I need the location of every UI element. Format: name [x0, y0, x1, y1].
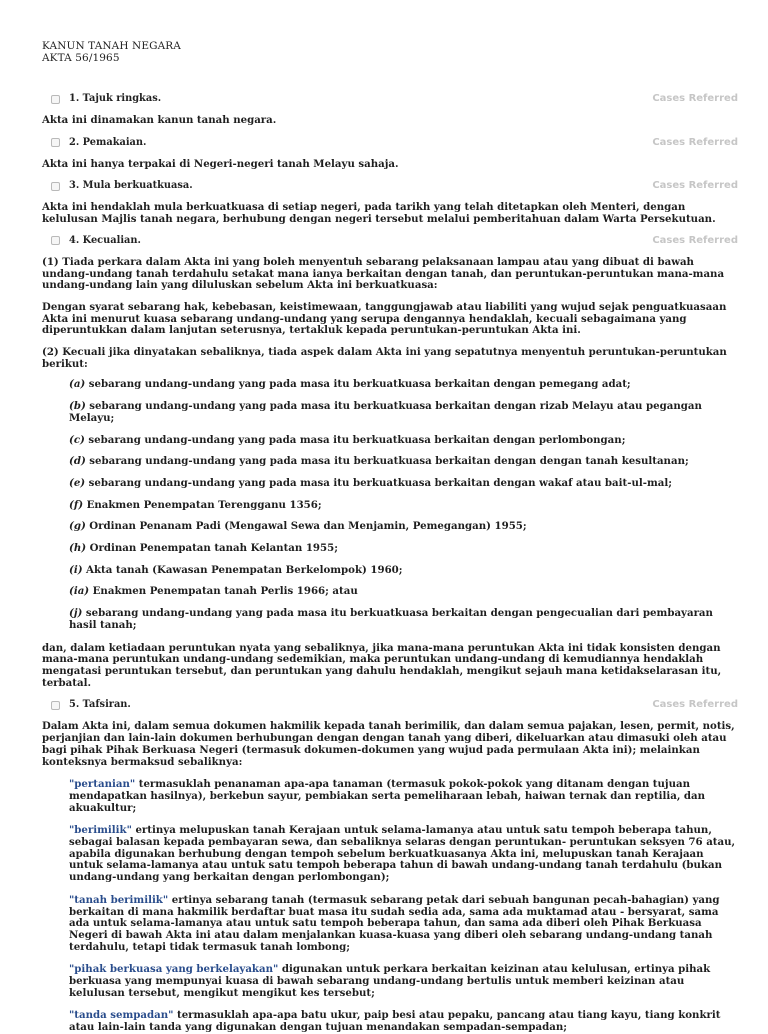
- definitions-list: [42, 779, 740, 1034]
- list-item: (b) sebarang undang-undang yang pada masa itu berkuatkuasa berkaitan dengan rizab Melayu atau pegangan Melayu;: [69, 400, 702, 424]
- exception-list: [42, 379, 740, 631]
- list-item: (j) sebarang undang-undang yang pada masa itu berkuatkuasa berkaitan dengan pengecualian dari pembayaran hasil tanah;: [69, 607, 713, 631]
- document-header: [42, 40, 740, 64]
- section-2-checkbox[interactable]: [51, 138, 60, 147]
- definition-term: "pihak berkuasa yang berkelayakan": [69, 963, 279, 976]
- section-5-cases-link[interactable]: Cases Referred: [652, 699, 738, 711]
- definition-term: "tanah berimilik": [69, 893, 169, 906]
- section-3-title: 3. Mula berkuatkuasa.: [69, 180, 193, 192]
- list-item: (f) Enakmen Penempatan Terengganu 1356;: [69, 498, 322, 511]
- section-2-text: Akta ini hanya terpakai di Negeri-negeri tanah Melayu sahaja.: [42, 157, 399, 170]
- section-2-title: 2. Pemakaian.: [69, 136, 147, 148]
- list-item: (i) Akta tanah (Kawasan Penempatan Berkelompok) 1960;: [69, 563, 403, 576]
- definition-item: "berimilik" ertinya melupuskan tanah Kerajaan untuk selama-lamanya atau untuk satu tempoh beberapa tahun, sebagai balasan kepada pembayaran sewa, dan sebaliknya selaras dengan peruntukan- peruntukan seksyen 76 atau, apabila digunakan berhubung dengan tempoh sebelum berkuatkuasanya Akta ini, melupuskan tanah Kerajaan untuk selama-lamanya atau untuk satu tempoh beberapa tahun di bawah undang-undang tanah terdahulu (bukan undang-undang yang berkaitan dengan perlombongan);: [69, 824, 736, 884]
- section-4-title: 4. Kecualian.: [69, 234, 141, 246]
- list-item: (h) Ordinan Penempatan tanah Kelantan 1955;: [69, 542, 338, 555]
- definition-item: "tanah berimilik" ertinya sebarang tanah (termasuk sebarang petak dari sebuah bangunan pecah-bahagian) yang berkaitan di mana hakmilik berdaftar buat masa itu sudah sedia ada, sama ada muktamad atau - bersyarat, sama ada untuk selama-lamanya atau untuk satu tempoh beberapa tahun, dan sama ada diberi oleh Pihak Berkuasa Negeri di bawah Akta ini atau dalam menjalankan kuasa-kuasa yang diberi oleh sebarang undang-undang tanah terdahulu, tetapi tidak termasuk tanah lombong;: [69, 893, 720, 953]
- act-name: KANUN TANAH NEGARA: [42, 40, 181, 52]
- section-1-text: Akta ini dinamakan kanun tanah negara.: [42, 114, 277, 126]
- act-number: AKTA 56/1965: [42, 52, 120, 64]
- section-3-text: Akta ini hendaklah mula berkuatkuasa di setiap negeri, pada tarikh yang telah ditetapkan oleh Menteri, dengan kelulusan Majlis tanah negara, berhubung dengan negeri tersebut melalui pemberitahuan dalam Warta Persekutuan.: [42, 201, 716, 226]
- section-2-cases-link[interactable]: Cases Referred: [652, 136, 738, 148]
- section-4-para-4: dan, dalam ketiadaan peruntukan nyata yang sebaliknya, jika mana-mana peruntukan Akta ini tidak konsisten dengan mana-mana peruntukan undang-undang sedemikian, maka peruntukan undang-undang di kemudiannya hendaklah mengatasi peruntukan tersebut, dan peruntukan yang dahulu hendaklah, mengikut sejauh mana ketidakselarasan itu, terbatal.: [42, 641, 722, 689]
- section-3-heading: [42, 180, 740, 192]
- section-1-heading: [42, 93, 740, 105]
- list-item: (c) sebarang undang-undang yang pada masa itu berkuatkuasa berkaitan dengan perlombongan;: [69, 433, 626, 446]
- definition-term: "tanda sempadan": [69, 1009, 174, 1022]
- section-3-cases-link[interactable]: Cases Referred: [652, 180, 738, 192]
- section-4-para-2: Dengan syarat sebarang hak, kebebasan, keistimewaan, tanggungjawab atau liabiliti yang wujud sejak penguatkuasaan Akta ini menurut kuasa sebarang undang-undang yang serupa dengannya hendaklah, kecuali sebagaimana yang diperuntukkan dalam lanjutan seterusnya, tertakluk kepada peruntukan-peruntukan Akta ini.: [42, 300, 727, 337]
- section-4-para-1: (1) Tiada perkara dalam Akta ini yang boleh menyentuh sebarang pelaksanaan lampau atau yang dibuat di bawah undang-undang tanah terdahulu setakat mana ianya berkaitan dengan tanah, dan peruntukan-peruntukan mana-mana undang-undang lain yang diluluskan sebelum Akta ini berkuatkuasa:: [42, 255, 725, 292]
- definition-term: "pertanian": [69, 778, 136, 791]
- section-4-para-3: (2) Kecuali jika dinyatakan sebaliknya, tiada aspek dalam Akta ini yang sepatutnya menyentuh peruntukan-peruntukan berikut:: [42, 346, 727, 370]
- section-4-checkbox[interactable]: [51, 236, 60, 245]
- section-5-title: 5. Tafsiran.: [69, 699, 131, 711]
- section-1-checkbox[interactable]: [51, 95, 60, 104]
- section-4-heading: [42, 235, 740, 247]
- section-2-heading: [42, 137, 740, 149]
- list-item: (g) Ordinan Penanam Padi (Mengawal Sewa dan Menjamin, Pemegangan) 1955;: [69, 520, 527, 533]
- list-item: (a) sebarang undang-undang yang pada masa itu berkuatkuasa berkaitan dengan pemegang adat;: [69, 378, 631, 391]
- definition-item: "pihak berkuasa yang berkelayakan" digunakan untuk perkara berkaitan keizinan atau kelulusan, ertinya pihak berkuasa yang mempunyai kuasa di bawah sebarang undang-undang bertulis untuk memberi keizinan atau kelulusan tersebut, mengikut mengikut kes tersebut;: [69, 963, 711, 999]
- list-item: (d) sebarang undang-undang yang pada masa itu berkuatkuasa berkaitan dengan dengan tanah kesultanan;: [69, 455, 689, 468]
- list-item: (e) sebarang undang-undang yang pada masa itu berkuatkuasa berkaitan dengan wakaf atau bait-ul-mal;: [69, 476, 672, 489]
- section-1-title: 1. Tajuk ringkas.: [69, 93, 162, 104]
- section-3-checkbox[interactable]: [51, 182, 60, 191]
- section-5-heading: [42, 699, 740, 711]
- definition-item: "tanda sempadan" termasuklah apa-apa batu ukur, paip besi atau pepaku, pancang atau tiang kayu, tiang konkrit atau lain-lain tanda yang digunakan dengan tujuan menandakan sempadan-sempadan;: [69, 1009, 721, 1034]
- section-1-cases-link[interactable]: Cases Referred: [652, 93, 738, 104]
- definition-item: "pertanian" termasuklah penanaman apa-apa tanaman (termasuk pokok-pokok yang ditanam dengan tujuan mendapatkan hasilnya), berkebun sayur, pembiakan serta pemeliharaan lebah, haiwan ternak dan reptilia, dan akuakultur;: [69, 778, 706, 814]
- section-4-cases-link[interactable]: Cases Referred: [652, 234, 738, 246]
- list-item: (ia) Enakmen Penempatan tanah Perlis 1966; atau: [69, 585, 358, 598]
- section-5-checkbox[interactable]: [51, 701, 60, 710]
- definition-term: "berimilik": [69, 824, 132, 837]
- section-5-para-1: Dalam Akta ini, dalam semua dokumen hakmilik kepada tanah berimilik, dan dalam semua pajakan, lesen, permit, notis, perjanjian dan lain-lain dokumen berhubungan dengan dengan tanah yang diberi, dikeluarkan atau dimasuki oleh atau bagi pihak Pihak Berkuasa Negeri (termasuk dokumen-dokumen yang wujud pada permulaan Akta ini); melainkan konteksnya bermaksud sebaliknya:: [42, 720, 735, 768]
